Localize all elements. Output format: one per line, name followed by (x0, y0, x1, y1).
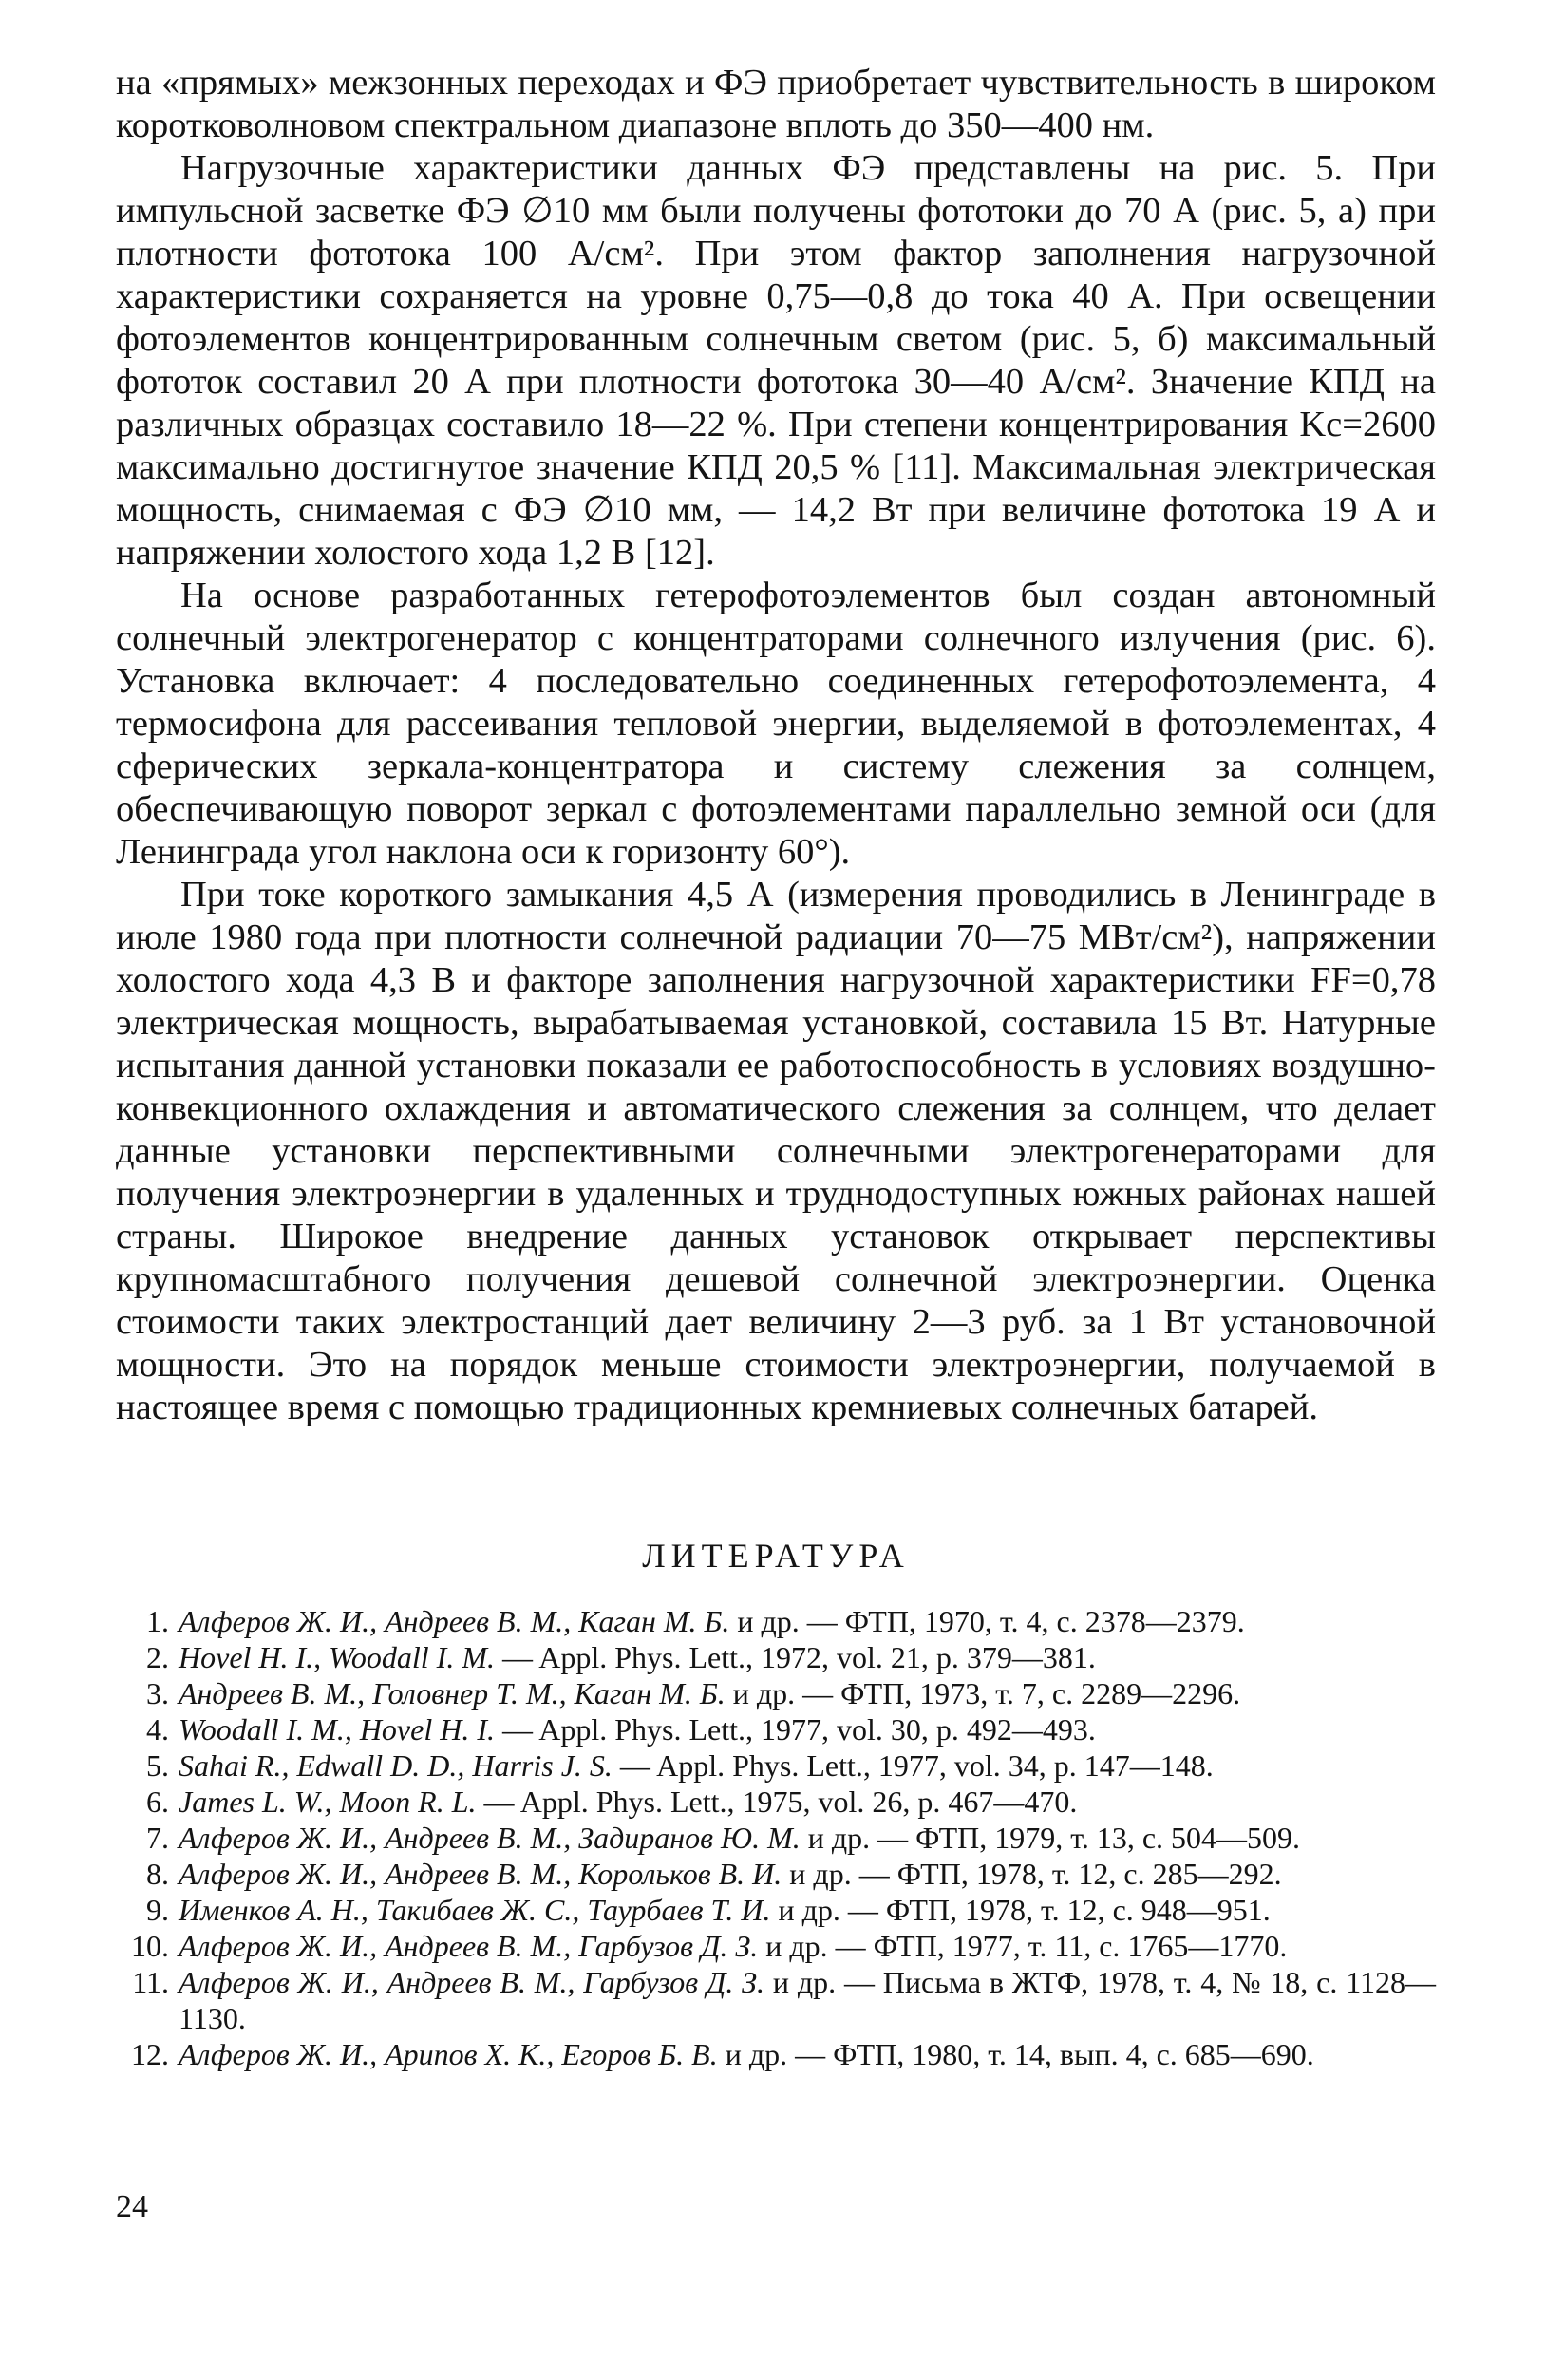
reference-item (116, 1711, 1436, 1747)
page-number: 24 (116, 2189, 148, 2224)
reference-text (179, 1892, 1436, 1928)
reference-item (116, 1856, 1436, 1892)
reference-authors: Алферов Ж. И., Андреев В. М., Гарбузов Д. З. (179, 1929, 759, 1963)
paragraph-1: на «прямых» межзонных переходах и ФЭ приобретает чувствительность в широком коротковолновом спектральном диапазоне вплоть до 350—400 нм. (116, 63, 1436, 145)
references-list (116, 1603, 1436, 2072)
reference-text (179, 1711, 1436, 1747)
reference-source: и др. — ФТП, 1973, т. 7, с. 2289—2296. (725, 1676, 1241, 1710)
reference-source: и др. — ФТП, 1970, т. 4, с. 2378—2379. (729, 1604, 1245, 1638)
reference-authors: Андреев В. М., Головнер Т. М., Каган М. Б. (179, 1676, 726, 1710)
reference-number: 10. (131, 1929, 169, 1963)
reference-item (116, 1820, 1436, 1856)
reference-source: и др. — ФТП, 1980, т. 14, вып. 4, с. 685—690. (717, 2037, 1314, 2071)
reference-number: 9. (146, 1893, 169, 1927)
reference-text (179, 1820, 1436, 1856)
reference-authors: James L. W., Moon R. L. (179, 1785, 477, 1819)
reference-source: — Appl. Phys. Lett., 1972, vol. 21, p. 379—381. (494, 1640, 1096, 1674)
reference-source: и др. — ФТП, 1977, т. 11, с. 1765—1770. (758, 1929, 1288, 1963)
reference-authors: Алферов Ж. И., Андреев В. М., Корольков В. И. (179, 1857, 782, 1891)
reference-item (116, 1928, 1436, 1964)
reference-source: — Appl. Phys. Lett., 1977, vol. 30, p. 492—493. (494, 1712, 1096, 1747)
reference-authors: Woodall I. M., Hovel H. I. (179, 1712, 495, 1747)
reference-source: и др. — Письма в ЖТФ, 1978, т. 4, № 18, с. 1128—1130. (179, 1965, 1437, 2035)
reference-number: 2. (146, 1640, 169, 1674)
reference-source: и др. — ФТП, 1979, т. 13, с. 504—509. (800, 1821, 1301, 1855)
reference-number: 6. (146, 1785, 169, 1819)
reference-authors: Hovel H. I., Woodall I. M. (179, 1640, 495, 1674)
reference-number: 7. (146, 1821, 169, 1855)
reference-text (179, 1639, 1436, 1675)
reference-number: 3. (146, 1676, 169, 1710)
reference-item (116, 2036, 1436, 2072)
reference-text (179, 1675, 1436, 1711)
references-heading: ЛИТЕРАТУРА (642, 1537, 910, 1575)
reference-source: — Appl. Phys. Lett., 1975, vol. 26, p. 467—470. (476, 1785, 1078, 1819)
reference-authors: Алферов Ж. И., Арипов Х. К., Егоров Б. В. (179, 2037, 718, 2071)
reference-number: 8. (146, 1857, 169, 1891)
reference-text (179, 1784, 1436, 1820)
reference-authors: Sahai R., Edwall D. D., Harris J. S. (179, 1748, 613, 1783)
reference-source: — Appl. Phys. Lett., 1977, vol. 34, p. 147—148. (612, 1748, 1214, 1783)
reference-item (116, 1603, 1436, 1639)
reference-source: и др. — ФТП, 1978, т. 12, с. 285—292. (782, 1857, 1282, 1891)
reference-number: 1. (146, 1604, 169, 1638)
reference-text (179, 1747, 1436, 1784)
reference-text (179, 1964, 1436, 2036)
reference-number: 5. (146, 1748, 169, 1783)
reference-item (116, 1639, 1436, 1675)
reference-authors: Алферов Ж. И., Андреев В. М., Задиранов Ю. М. (179, 1821, 801, 1855)
reference-item (116, 1747, 1436, 1784)
reference-authors: Алферов Ж. И., Андреев В. М., Гарбузов Д. З. (179, 1965, 765, 1999)
reference-number: 12. (131, 2037, 169, 2071)
reference-number: 4. (146, 1712, 169, 1747)
reference-authors: Именков А. Н., Такибаев Ж. С., Таурбаев Т. И. (179, 1893, 771, 1927)
reference-text (179, 1856, 1436, 1892)
reference-item (116, 1892, 1436, 1928)
reference-item (116, 1784, 1436, 1820)
paragraph-2: Нагрузочные характеристики данных ФЭ представлены на рис. 5. При импульсной засветке ФЭ ∅10 мм были получены фототоки до 70 А (рис. 5, а) при плотности фототока 100 А/см². При этом фактор заполнения нагрузочной характеристики сохраняется на уровне 0,75—0,8 до тока 40 А. При освещении фотоэлементов концентрированным солнечным светом (рис. 5, б) максимальный фототок составил 20 А при плотности фототока 30—40 А/см². Значение КПД на различных образцах составило 18—22 %. При степени концентрирования Kc=2600 максимально достигнутое значение КПД 20,5 % [11]. Максимальная электрическая мощность, снимаемая с ФЭ ∅10 мм, — 14,2 Вт при величине фототока 19 А и напряжении холостого хода 1,2 В [12]. (116, 148, 1436, 573)
reference-text (179, 2036, 1436, 2072)
reference-text (179, 1603, 1436, 1639)
reference-authors: Алферов Ж. И., Андреев В. М., Каган М. Б. (179, 1604, 730, 1638)
reference-number: 11. (132, 1965, 169, 1999)
reference-item (116, 1675, 1436, 1711)
reference-item (116, 1964, 1436, 2036)
reference-text (179, 1928, 1436, 1964)
paragraph-4: При токе короткого замыкания 4,5 А (измерения проводились в Ленинграде в июле 1980 года при плотности солнечной радиации 70—75 МВт/см²), напряжении холостого хода 4,3 В и факторе заполнения нагрузочной характеристики FF=0,78 электрическая мощность, вырабатываемая установкой, составила 15 Вт. Натурные испытания данной установки показали ее работоспособность в условиях воздушно-конвекционного охлаждения и автоматического слежения за солнцем, что делает данные установки перспективными солнечными электрогенераторами для получения электроэнергии в удаленных и труднодоступных южных районах нашей страны. Широкое внедрение данных установок открывает перспективы крупномасштабного получения дешевой солнечной электроэнергии. Оценка стоимости таких электростанций дает величину 2—3 руб. за 1 Вт установочной мощности. Это на порядок меньше стоимости электроэнергии, получаемой в настоящее время с помощью традиционных кремниевых солнечных батарей. (116, 875, 1436, 1427)
reference-source: и др. — ФТП, 1978, т. 12, с. 948—951. (770, 1893, 1271, 1927)
body-text (116, 62, 1436, 1429)
paragraph-3: На основе разработанных гетерофотоэлементов был создан автономный солнечный электрогенератор с концентраторами солнечного излучения (рис. 6). Установка включает: 4 последовательно соединенных гетерофотоэлемента, 4 термосифона для рассеивания тепловой энергии, выделяемой в фотоэлементах, 4 сферических зеркала-концентратора и систему слежения за солнцем, обеспечивающую поворот зеркал с фотоэлементами параллельно земной оси (для Ленинграда угол наклона оси к горизонту 60°). (116, 576, 1436, 872)
